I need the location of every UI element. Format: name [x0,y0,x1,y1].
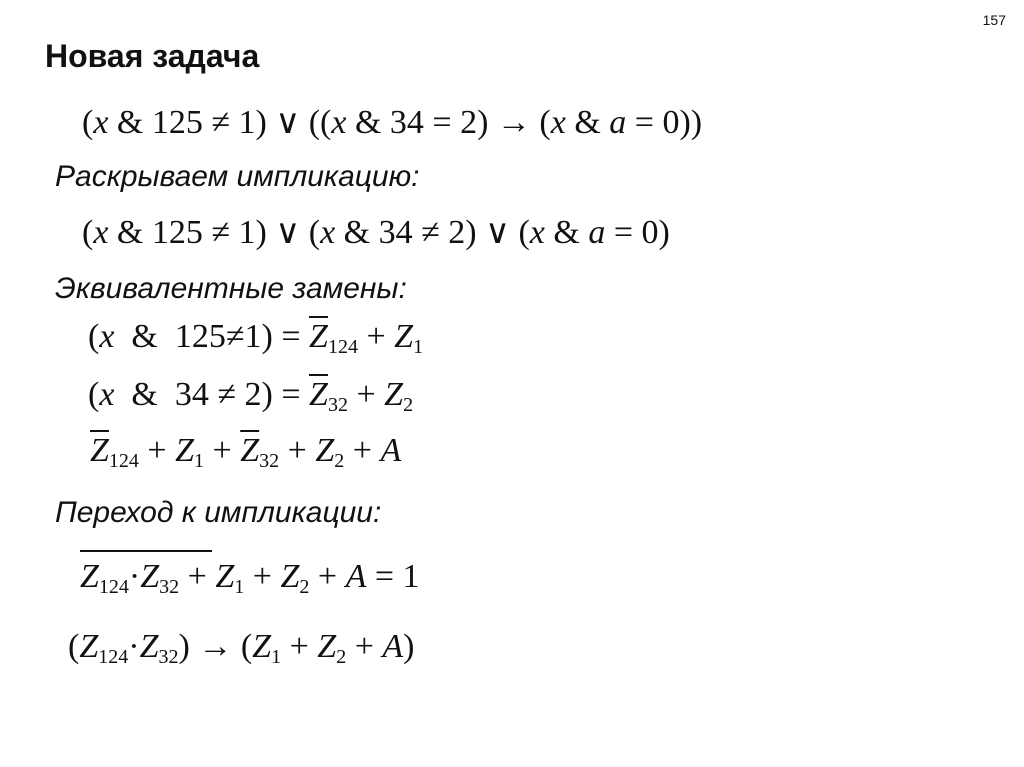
negation-bar [80,550,212,552]
page-number: 157 [982,12,1006,28]
heading-transition-to-implication: Переход к импликации: [55,496,382,529]
slide-title: Новая задача [45,38,260,74]
formula-7: $(Z_{124}\cdot Z_{32}) \to (Z_1 + Z_2 + A)$ [68,628,415,668]
formula-3: (x & $125\ne 1) = \overline{Z}_{124} + Z_1$ [88,318,424,358]
formula-2: (x & 125 ≠ 1) ∨ (x & 34 ≠ 2) ∨ (x & a = 0) [82,214,670,251]
formula-5: $\overline{Z}_{124} + Z_1 + \overline{Z}_{32} + Z_2 + A$ [90,432,402,472]
formula-6: $Z_{124}\cdot Z_{32} + Z_1 + Z_2 + A = 1$ [80,558,420,598]
heading-expand-implication: Раскрываем импликацию: [55,160,420,193]
formula-1: (x & 125 ≠ 1) ∨ ((x & 34 = 2) → (x & a = 0)) [82,104,703,141]
heading-equivalent-substitutions: Эквивалентные замены: [55,272,407,305]
formula-4: (x & $34 \ne 2) = \overline{Z}_{32} + Z_2$ [88,376,414,416]
